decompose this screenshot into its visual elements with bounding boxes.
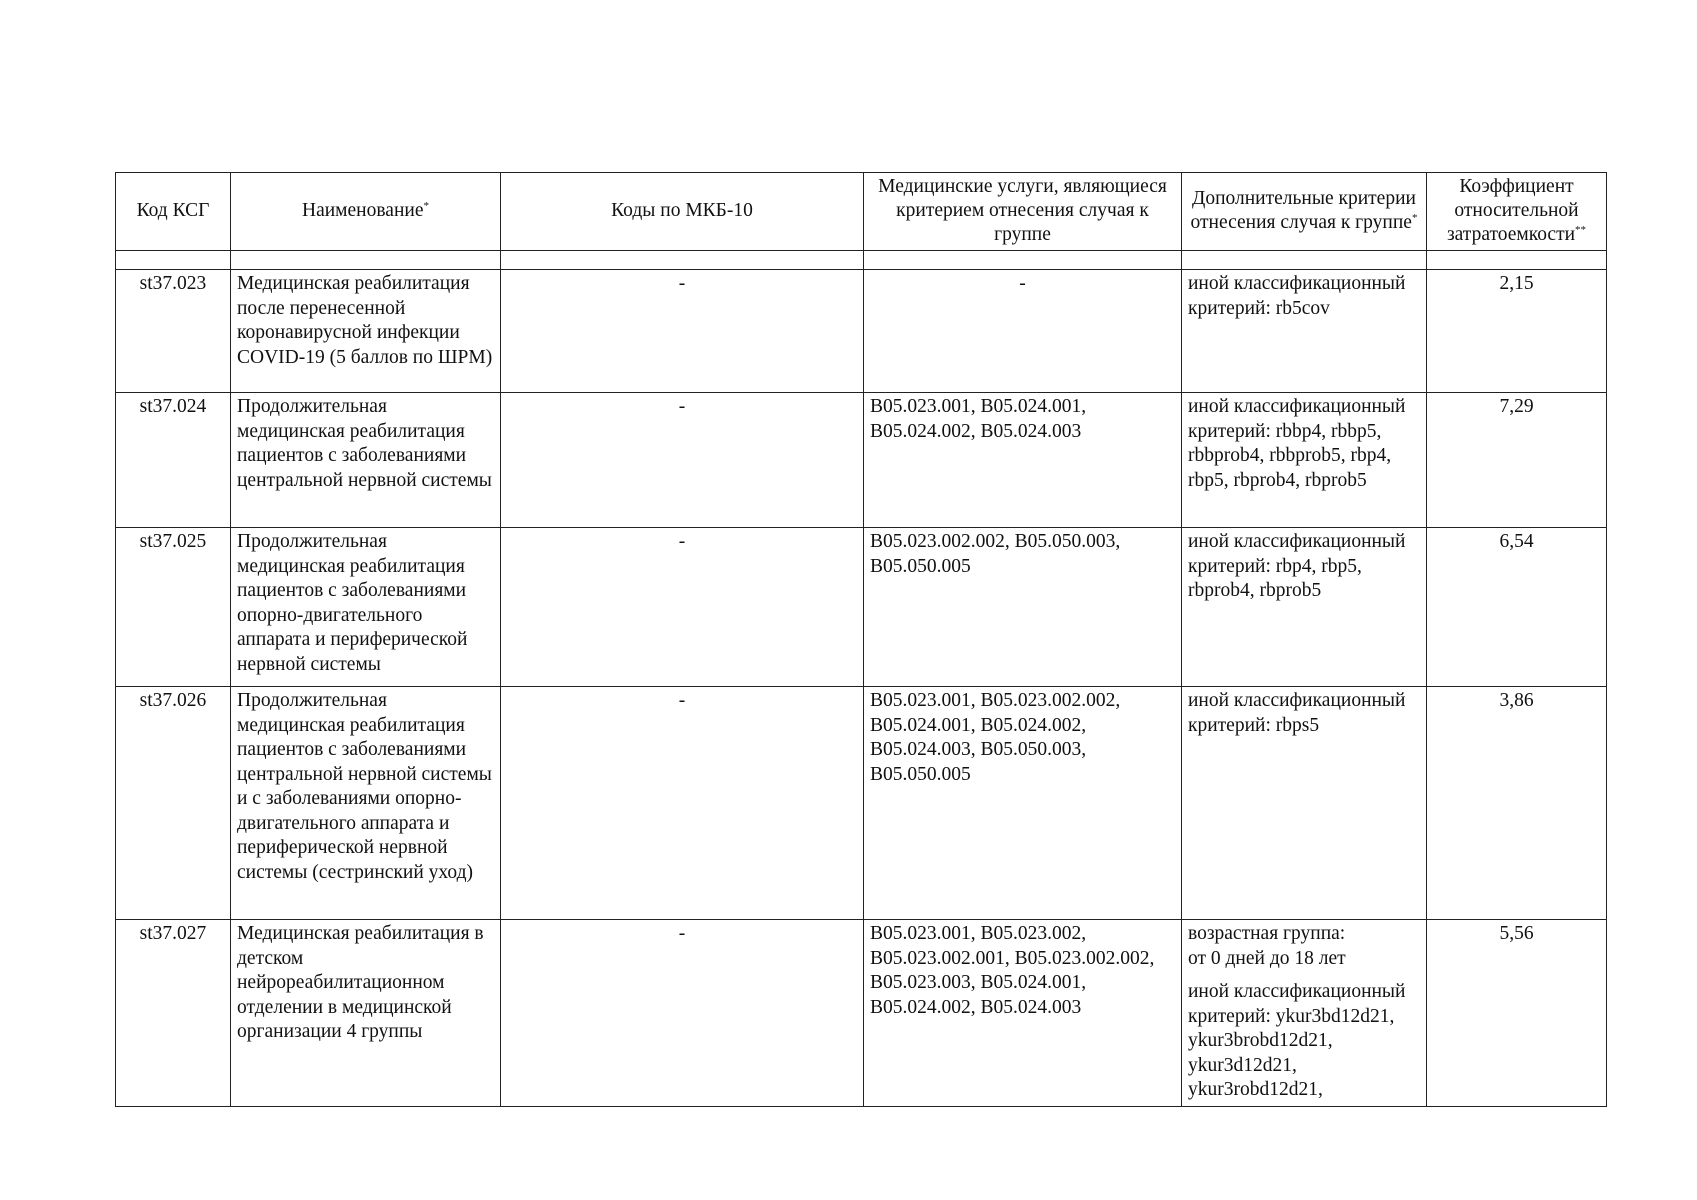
cell-coef: 6,54 [1427, 528, 1607, 687]
spacer-row [116, 251, 1607, 270]
cell-coef: 5,56 [1427, 920, 1607, 1107]
cell-code: st37.025 [116, 528, 231, 687]
cell-icd: - [501, 687, 864, 920]
spacer-cell [231, 251, 501, 270]
cell-code: st37.027 [116, 920, 231, 1107]
cell-services: B05.023.001, B05.023.002.002, B05.024.001, B05.024.002, B05.024.003, B05.050.003, B05.050.005 [864, 687, 1182, 920]
ksg-table [115, 172, 1607, 1107]
cell-icd: - [501, 393, 864, 528]
cell-coef: 3,86 [1427, 687, 1607, 920]
header-icd: Коды по МКБ-10 [501, 173, 864, 251]
cell-coef: 7,29 [1427, 393, 1607, 528]
header-services: Медицинские услуги, являющиеся критерием отнесения случая к группе [864, 173, 1182, 251]
header-code: Код КСГ [116, 173, 231, 251]
criteria-age-value: от 0 дней до 18 лет [1188, 947, 1346, 969]
cell-code: st37.026 [116, 687, 231, 920]
cell-name: Продолжительная медицинская реабилитация пациентов с заболеваниями центральной нервной системы [231, 393, 501, 528]
spacer-cell [1182, 251, 1427, 270]
spacer-cell [116, 251, 231, 270]
table-row [116, 528, 1607, 687]
cell-code: st37.023 [116, 270, 231, 393]
cell-name: Продолжительная медицинская реабилитация пациентов с заболеваниями опорно-двигательного аппарата и периферической нервной системы [231, 528, 501, 687]
cell-code: st37.024 [116, 393, 231, 528]
footnote-mark: * [1411, 212, 1418, 224]
paragraph-gap [1188, 971, 1420, 980]
cell-services: B05.023.002.002, B05.050.003, B05.050.005 [864, 528, 1182, 687]
header-coef: Коэффициент относительной затратоемкости** [1427, 173, 1607, 251]
cell-services: B05.023.001, B05.024.001, B05.024.002, B05.024.003 [864, 393, 1182, 528]
criteria-age-label: возрастная группа: [1188, 923, 1346, 944]
header-name: Наименование* [231, 173, 501, 251]
table-row [116, 920, 1607, 1107]
cell-name: Медицинская реабилитация после перенесенной коронавирусной инфекции COVID-19 (5 баллов по ШРМ) [231, 270, 501, 393]
cell-name: Продолжительная медицинская реабилитация пациентов с заболеваниями центральной нервной системы и с заболеваниями опорно-двигательного аппарата и периферической нервной системы (сестринский уход) [231, 687, 501, 920]
cell-name: Медицинская реабилитация в детском нейрореабилитационном отделении в медицинской организации 4 группы [231, 920, 501, 1107]
table-row [116, 393, 1607, 528]
cell-services: B05.023.001, B05.023.002, B05.023.002.001, B05.023.002.002, B05.023.003, B05.024.001, B05.024.002, B05.024.003 [864, 920, 1182, 1107]
footnote-mark: * [423, 199, 429, 212]
cell-criteria [1182, 920, 1427, 1107]
header-row [116, 173, 1607, 251]
cell-services: - [864, 270, 1182, 393]
spacer-cell [1427, 251, 1607, 270]
footnote-mark: ** [1575, 224, 1587, 236]
cell-criteria: иной классификационный критерий: rbp4, rbp5, rbprob4, rbprob5 [1182, 528, 1427, 687]
criteria-classifier: иной классификационный критерий: ykur3bd12d21, ykur3brobd12d21, ykur3d12d21, ykur3robd12d21, [1188, 981, 1406, 1100]
cell-criteria: иной классификационный критерий: rbbp4, rbbp5, rbbprob4, rbbprob5, rbp4, rbp5, rbprob4, rbprob5 [1182, 393, 1427, 528]
cell-criteria: иной классификационный критерий: rbps5 [1182, 687, 1427, 920]
cell-icd: - [501, 270, 864, 393]
spacer-cell [501, 251, 864, 270]
cell-icd: - [501, 920, 864, 1107]
cell-icd: - [501, 528, 864, 687]
table-row [116, 270, 1607, 393]
cell-criteria: иной классификационный критерий: rb5cov [1182, 270, 1427, 393]
header-criteria: Дополнительные критерии отнесения случая к группе* [1182, 173, 1427, 251]
cell-coef: 2,15 [1427, 270, 1607, 393]
spacer-cell [864, 251, 1182, 270]
table-row [116, 687, 1607, 920]
